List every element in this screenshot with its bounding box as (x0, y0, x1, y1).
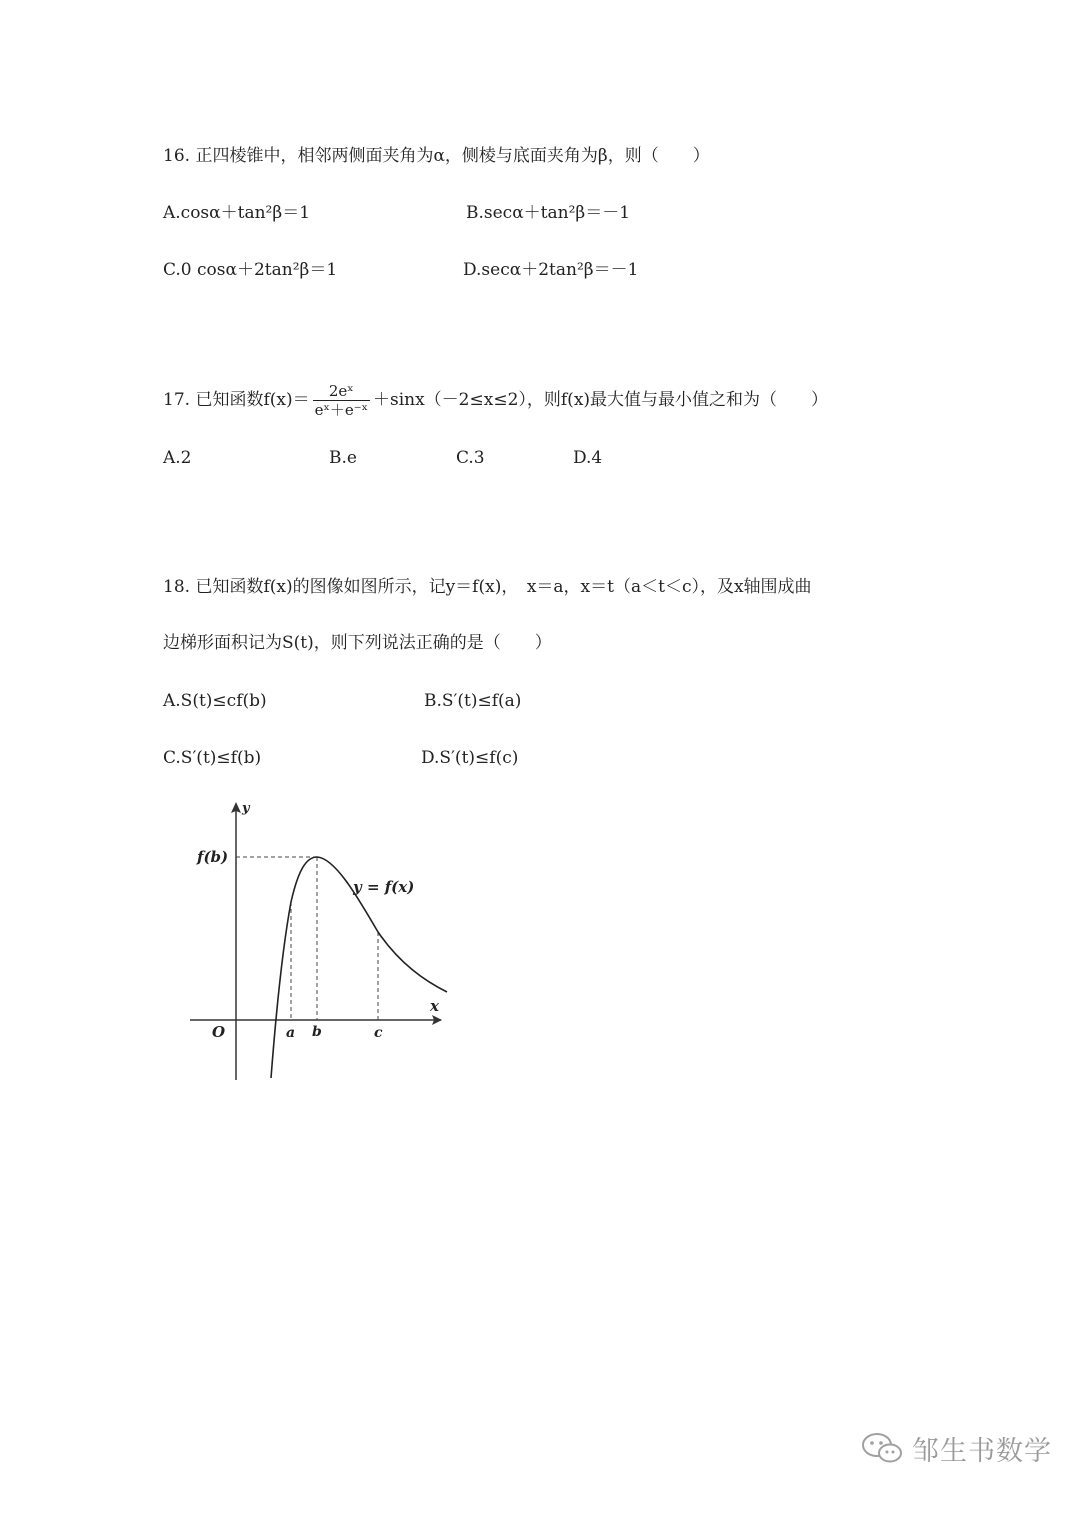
q17-option-b: B.e (329, 448, 357, 468)
q18-stem-line1: 18. 已知函数f(x)的图像如图所示，记y＝f(x)， x＝a，x＝t（a＜t＜c），及x轴围成曲 (163, 577, 812, 597)
q17-stem-suffix: ＋sinx（－2≤x≤2），则f(x)最大值与最小值之和为（ ） (372, 390, 829, 410)
q17-stem (163, 372, 828, 428)
curve-label: y = f(x) (353, 878, 415, 896)
q18-option-c: C.S′(t)≤f(b) (163, 748, 262, 768)
q16-option-c: C.0 cosα＋2tan²β＝1 (163, 260, 338, 280)
q16-option-d: D.secα＋2tan²β＝－1 (463, 260, 639, 280)
q17-fraction-denominator: eˣ＋e⁻ˣ (314, 401, 368, 419)
q16-stem: 16. 正四棱锥中，相邻两侧面夹角为α，侧棱与底面夹角为β，则（ ） (163, 146, 710, 166)
q18-option-a: A.S(t)≤cf(b) (163, 691, 267, 711)
tick-label-b: b (312, 1024, 322, 1040)
q17-option-d: D.4 (573, 448, 603, 468)
origin-label: O (212, 1023, 226, 1041)
watermark-text: 邹生书数学 (912, 1435, 1052, 1467)
watermark (860, 1428, 1052, 1468)
q18-option-d: D.S′(t)≤f(c) (421, 748, 519, 768)
q18-option-b: B.S′(t)≤f(a) (424, 691, 522, 711)
q17-option-c: C.3 (456, 448, 485, 468)
q17-option-a: A.2 (163, 448, 192, 468)
wechat-icon (860, 1430, 906, 1466)
x-axis-label: x (430, 997, 439, 1015)
tick-label-c: c (374, 1025, 383, 1041)
q17-fraction-numerator: 2eˣ (328, 382, 354, 400)
function-graph (185, 796, 470, 1088)
peak-value-label: f(b) (197, 848, 229, 866)
q16-option-a: A.cosα＋tan²β＝1 (163, 203, 311, 223)
tick-label-a: a (286, 1025, 296, 1041)
q17-fraction (313, 382, 370, 419)
q16-option-b: B.secα＋tan²β＝－1 (466, 203, 631, 223)
q18-stem-line2: 边梯形面积记为S(t)，则下列说法正确的是（ ） (163, 633, 552, 653)
y-axis-label: y (242, 801, 250, 816)
q17-stem-prefix: 17. 已知函数f(x)＝ (163, 390, 310, 410)
